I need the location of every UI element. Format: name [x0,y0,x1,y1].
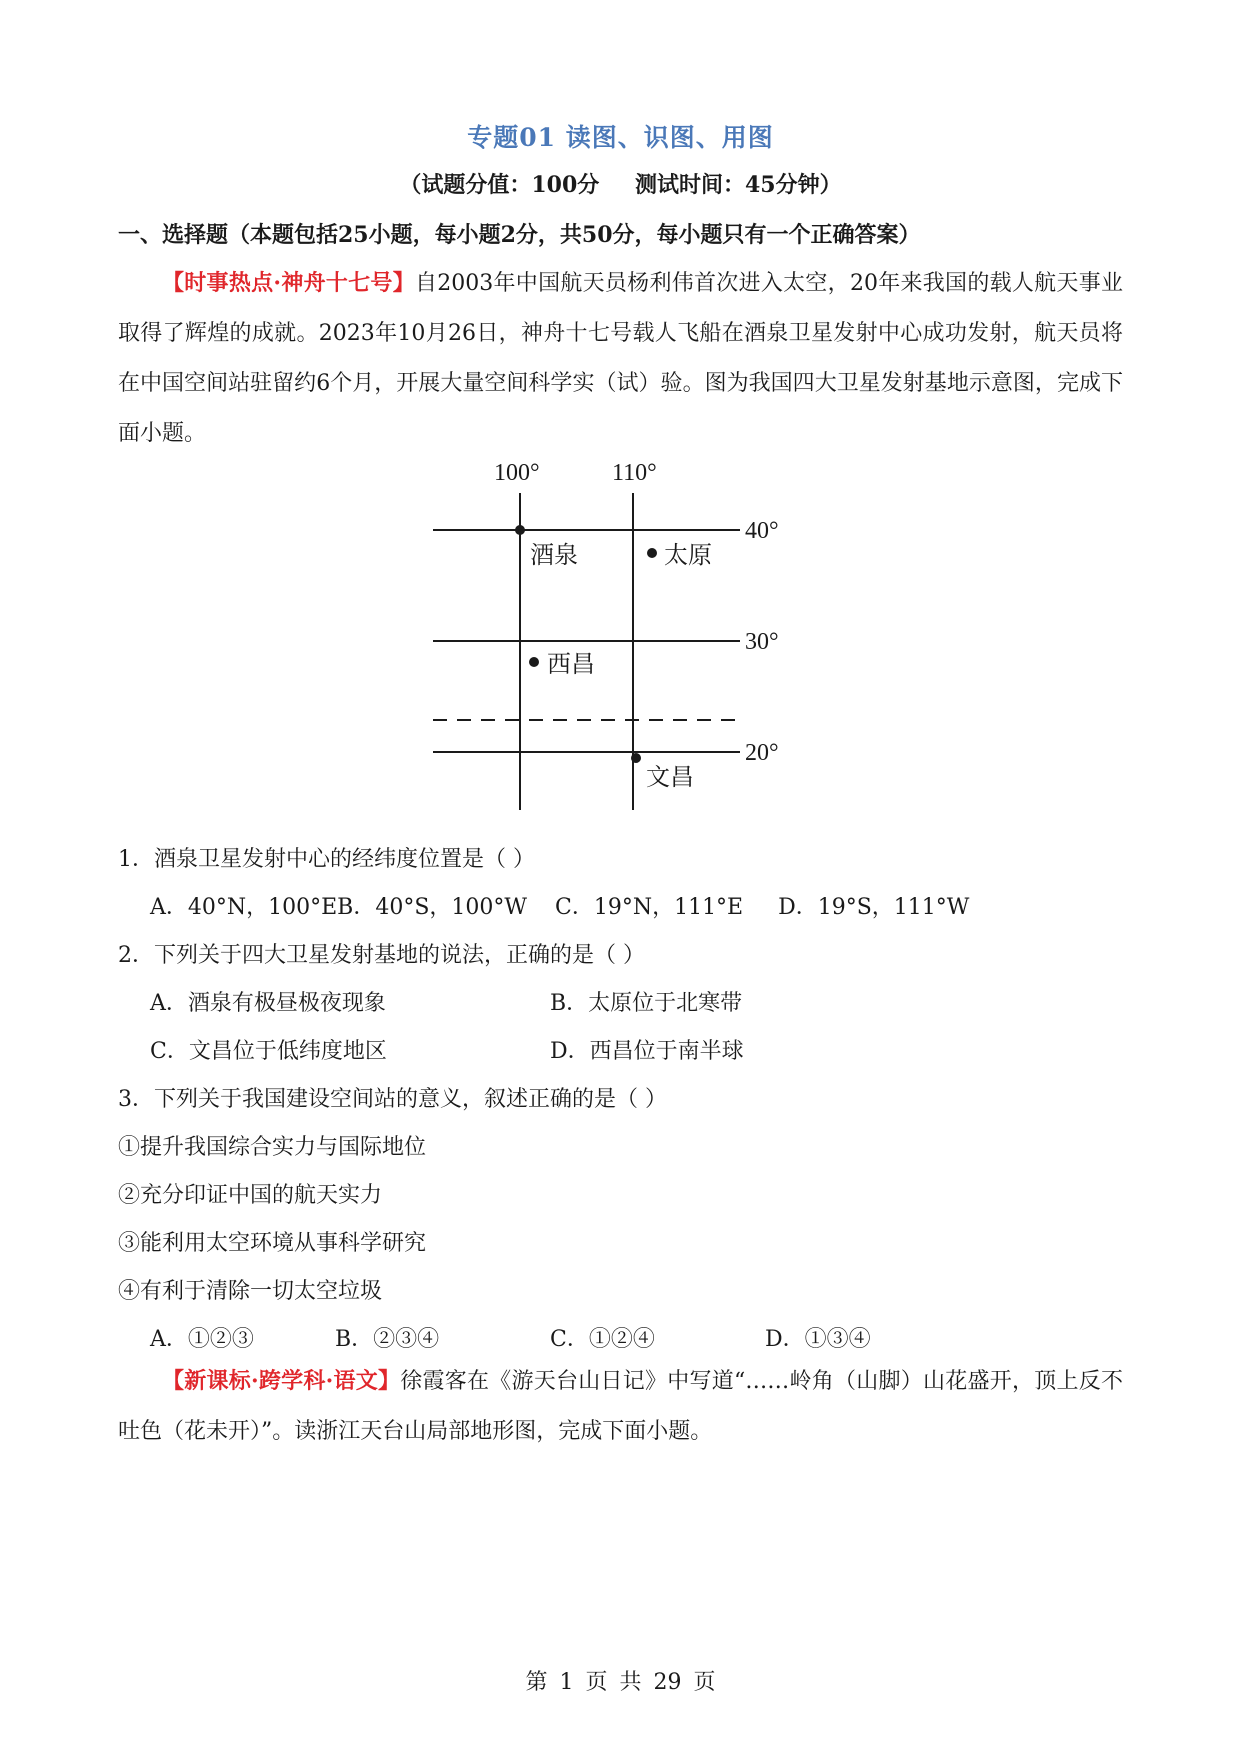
launch-site-map [420,455,820,815]
question-3-statement-4: ④有利于清除一切太空垃圾 [118,1279,383,1304]
curriculum-tag: 【新课标·跨学科·语文】 [162,1368,401,1394]
question-2-option-c: C．文昌位于低纬度地区 [150,1039,387,1064]
question-2-option-d: D．西昌位于南半球 [550,1039,744,1064]
intro-text-1: 自2003年中国航天员杨利伟首次进入太空，20年来我国的载人航天事业取得了辉煌的成就。2023年10月26日，神舟十七号载人飞船在酒泉卫星发射中心成功发射，航天员将在中国空间站驻留约6个月，开展大量空间科学实（试）验。图为我国四大卫星发射基地示意图，完成下面小题。 [118,271,1123,446]
taiyuan-label: 太原 [664,543,712,569]
time-info: 测试时间：45分钟） [634,172,842,198]
hot-topic-tag: 【时事热点·神舟十七号】 [162,270,415,296]
question-3-option-a: A．①②③ [150,1327,254,1352]
question-3-option-d: D．①③④ [765,1327,871,1352]
footer-word-ye: 页 [585,1670,608,1695]
xichang-label: 西昌 [547,652,595,678]
footer-word-di: 第 [525,1670,548,1695]
question-3-statement-3: ③能利用太空环境从事科学研究 [118,1231,427,1256]
longitude-label-110: 110° [612,460,657,486]
footer-word-ye-2: 页 [693,1670,716,1695]
question-3-option-b: B．②③④ [335,1327,440,1352]
page-subtitle [0,168,1241,199]
question-2-stem: 2．下列关于四大卫星发射基地的说法，正确的是（ ） [118,943,645,968]
page-footer [0,1665,1241,1696]
total-pages: 29 [653,1670,682,1695]
question-1-options: A．40°N，100°EB．40°S，100°W C．19°N，111°E D．19°S，111°W [150,895,970,920]
intro-paragraph-2 [118,1356,1123,1457]
intro-text-2: 徐霞客在《游天台山日记》中写道“……岭角（山脚）山花盛开，顶上反不吐色（花未开）”。读浙江天台山局部地形图，完成下面小题。 [118,1369,1123,1444]
question-1-stem: 1．酒泉卫星发射中心的经纬度位置是（ ） [118,847,535,872]
jiuquan-label: 酒泉 [530,543,578,569]
question-2-option-b: B．太原位于北寒带 [550,991,743,1016]
page-number: 1 [559,1670,574,1695]
page-title: 专题01 读图、识图、用图 [467,123,774,152]
footer-word-gong: 共 [619,1670,642,1695]
question-3-statement-1: ①提升我国综合实力与国际地位 [118,1135,427,1160]
wenchang-marker [631,753,641,763]
question-3-option-c: C．①②④ [550,1327,655,1352]
taiyuan-marker [647,548,657,558]
jiuquan-marker [515,525,525,535]
xichang-marker [529,657,539,667]
question-3-statement-2: ②充分印证中国的航天实力 [118,1183,383,1208]
latitude-label-40: 40° [745,518,779,544]
question-2-option-a: A．酒泉有极昼极夜现象 [150,991,386,1016]
latitude-label-20: 20° [745,740,779,766]
question-3-stem: 3．下列关于我国建设空间站的意义，叙述正确的是（ ） [118,1087,667,1112]
intro-paragraph-1 [118,258,1123,459]
latitude-label-30: 30° [745,629,779,655]
section-title: 一、选择题（本题包括25小题，每小题2分，共50分，每小题只有一个正确答案） [118,222,921,248]
wenchang-label: 文昌 [646,765,694,791]
longitude-label-100: 100° [494,460,540,486]
score-info: （试题分值：100分 [399,172,600,198]
